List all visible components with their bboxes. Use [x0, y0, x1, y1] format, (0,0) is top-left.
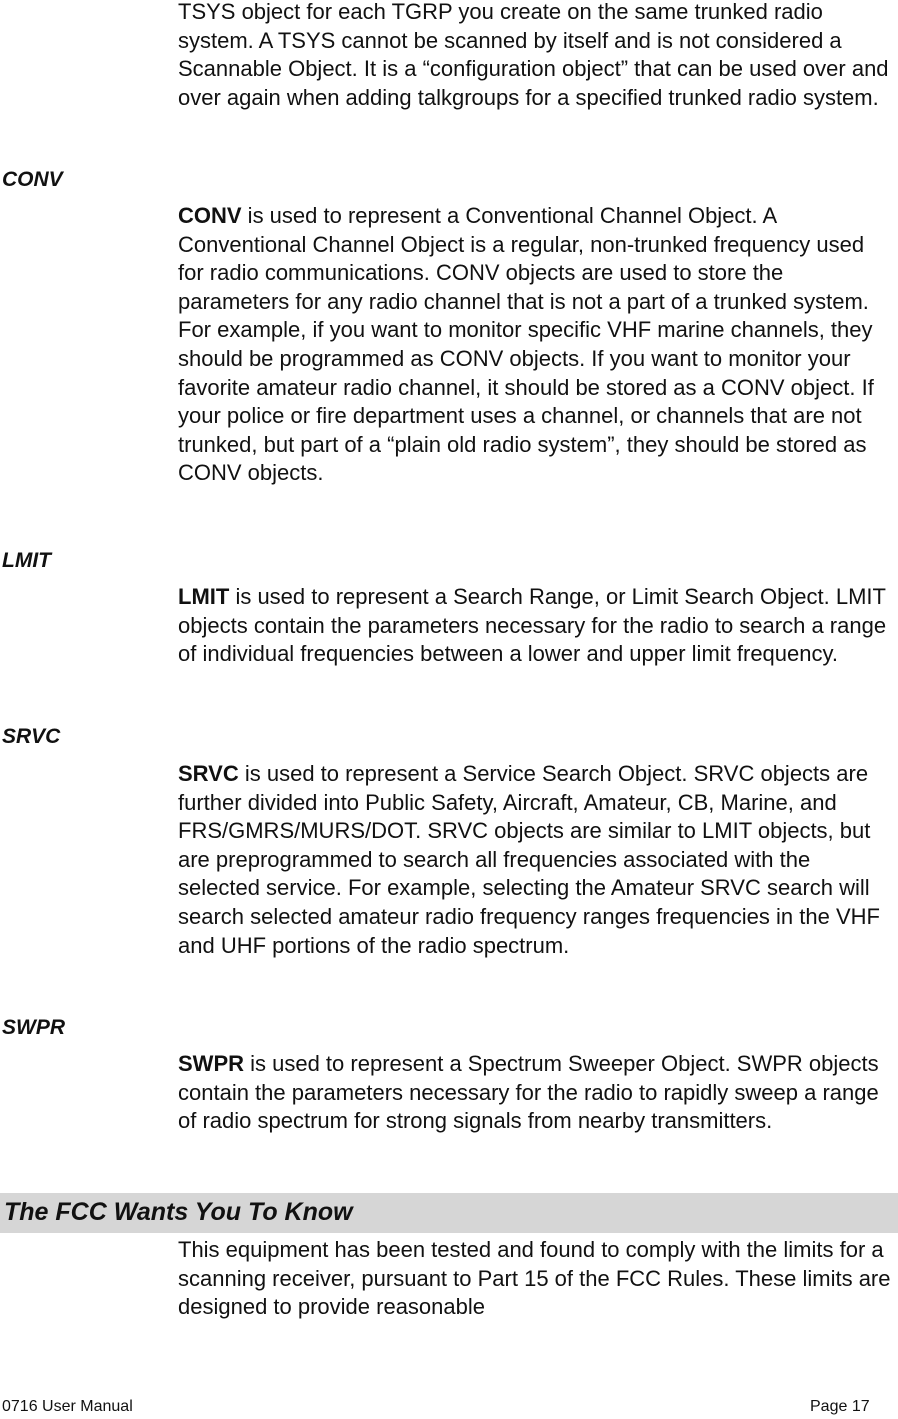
section-heading-lmit: LMIT — [2, 549, 51, 572]
fcc-banner — [0, 1193, 898, 1233]
section-paragraph-lmit — [178, 583, 894, 669]
fcc-banner-title: The FCC Wants You To Know — [4, 1198, 353, 1226]
section-term-srvc: SRVC — [178, 761, 239, 786]
section-body-lmit: is used to represent a Search Range, or Limit Search Object. LMIT objects contain the parameters necessary for the radio to search a range of individual frequencies between a lower and upper limit frequency. — [178, 584, 887, 667]
fcc-paragraph: This equipment has been tested and found to comply with the limits for a scanning receiver, pursuant to Part 15 of the FCC Rules. These limits are designed to provide reasonable — [178, 1237, 891, 1320]
footer-manual-name: 0716 User Manual — [2, 1398, 133, 1415]
section-paragraph-swpr — [178, 1050, 894, 1136]
section-body-conv: is used to represent a Conventional Channel Object. A Conventional Channel Object is a regular, non-trunked frequency used for radio communications. CONV objects are used to store the parameters for any radio channel that is not a part of a trunked system. For example, if you want to monitor specific VHF marine channels, they should be programmed as CONV objects. If you want to monitor your favorite amateur radio channel, it should be stored as a CONV object. If your police or fire department uses a channel, or channels that are not trunked, but part of a “plain old radio system”, they should be stored as CONV objects. — [178, 203, 874, 486]
section-paragraph-srvc — [178, 760, 894, 960]
section-term-swpr: SWPR — [178, 1051, 244, 1076]
intro-paragraph: TSYS object for each TGRP you create on the same trunked radio system. A TSYS cannot be scanned by itself and is not considered a Scannable Object. It is a “configuration object” that can be used over and over again when adding talkgroups for a specified trunked radio system. — [178, 0, 889, 110]
section-heading-srvc: SRVC — [2, 725, 61, 748]
section-body-swpr: is used to represent a Spectrum Sweeper Object. SWPR objects contain the parameters necessary for the radio to rapidly sweep a range of radio spectrum for strong signals from nearby transmitters. — [178, 1051, 879, 1134]
section-heading-conv: CONV — [2, 168, 63, 191]
footer-page-number: Page 17 — [810, 1398, 870, 1415]
section-paragraph-conv — [178, 202, 894, 488]
section-term-conv: CONV — [178, 203, 242, 228]
section-term-lmit: LMIT — [178, 584, 230, 609]
section-heading-swpr: SWPR — [2, 1016, 65, 1039]
section-body-srvc: is used to represent a Service Search Object. SRVC objects are further divided into Public Safety, Aircraft, Amateur, CB, Marine, and FRS/GMRS/MURS/DOT. SRVC objects are similar to LMIT objects, but are preprogrammed to search all frequencies associated with the selected service. For example, selecting the Amateur SRVC search will search selected amateur radio frequency ranges frequencies in the VHF and UHF portions of the radio spectrum. — [178, 761, 880, 958]
